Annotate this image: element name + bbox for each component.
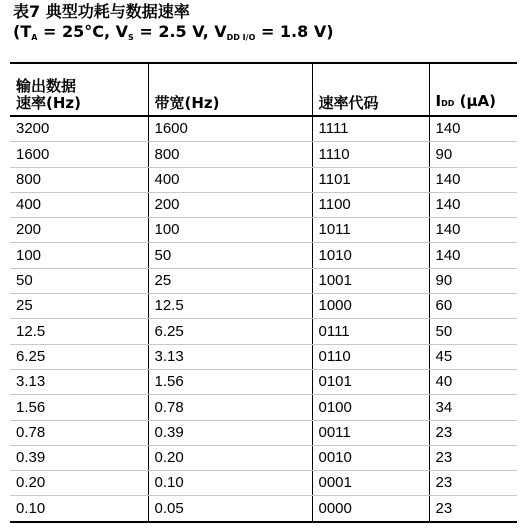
cell-bandwidth: 6.25 (148, 319, 312, 344)
cell-idd: 45 (429, 344, 517, 369)
cell-bandwidth: 1600 (148, 116, 312, 142)
cell-rate-code: 0110 (312, 344, 429, 369)
cell-bandwidth: 3.13 (148, 344, 312, 369)
cell-output-rate: 0.78 (10, 420, 148, 445)
cell-bandwidth: 800 (148, 142, 312, 167)
table-row (10, 243, 517, 268)
table-row (10, 496, 517, 522)
table-row (10, 471, 517, 496)
cell-idd: 140 (429, 116, 517, 142)
table-row (10, 294, 517, 319)
cell-bandwidth: 100 (148, 218, 312, 243)
cell-output-rate: 100 (10, 243, 148, 268)
table-row (10, 344, 517, 369)
cell-bandwidth: 200 (148, 192, 312, 217)
cell-bandwidth: 0.10 (148, 471, 312, 496)
header-idd-main: I (435, 92, 442, 110)
cell-rate-code: 1001 (312, 268, 429, 293)
cell-idd: 90 (429, 142, 517, 167)
cell-idd: 140 (429, 167, 517, 192)
header-output-rate-line1: 输出数据 (16, 77, 77, 95)
header-output-rate (10, 63, 148, 116)
table-row (10, 142, 517, 167)
cell-output-rate: 0.39 (10, 445, 148, 470)
header-idd-unit: (μA) (454, 92, 496, 110)
table-row (10, 445, 517, 470)
cell-output-rate: 0.20 (10, 471, 148, 496)
cell-output-rate: 1600 (10, 142, 148, 167)
cell-rate-code: 1111 (312, 116, 429, 142)
table-row (10, 192, 517, 217)
table-title-line1: 表7 典型功耗与数据速率 (13, 2, 190, 21)
table-row (10, 218, 517, 243)
table-row (10, 319, 517, 344)
cell-output-rate: 50 (10, 268, 148, 293)
conditions-temp: = 25°C, V (37, 22, 129, 41)
table-row (10, 420, 517, 445)
cell-idd: 140 (429, 218, 517, 243)
header-output-rate-line2: 速率(Hz) (16, 94, 81, 112)
cell-idd: 23 (429, 496, 517, 522)
cell-bandwidth: 400 (148, 167, 312, 192)
cell-idd: 90 (429, 268, 517, 293)
header-bandwidth: 带宽(Hz) (148, 63, 312, 116)
cell-idd: 34 (429, 395, 517, 420)
cell-rate-code: 1010 (312, 243, 429, 268)
conditions-vs: = 2.5 V, V (133, 22, 227, 41)
cell-output-rate: 3200 (10, 116, 148, 142)
cell-bandwidth: 0.20 (148, 445, 312, 470)
header-idd-sub: DD (441, 99, 455, 108)
cell-idd: 40 (429, 369, 517, 394)
cell-rate-code: 1110 (312, 142, 429, 167)
cell-rate-code: 0111 (312, 319, 429, 344)
cell-bandwidth: 1.56 (148, 369, 312, 394)
cell-output-rate: 3.13 (10, 369, 148, 394)
power-data-rate-table (10, 62, 517, 523)
cell-idd: 50 (429, 319, 517, 344)
conditions-vdd: = 1.8 V) (255, 22, 334, 41)
cell-output-rate: 200 (10, 218, 148, 243)
cell-rate-code: 0000 (312, 496, 429, 522)
vs-subscript: S (128, 33, 134, 42)
cell-bandwidth: 12.5 (148, 294, 312, 319)
table-row (10, 268, 517, 293)
conditions-open: (T (13, 22, 32, 41)
cell-rate-code: 0001 (312, 471, 429, 496)
table-row (10, 167, 517, 192)
cell-bandwidth: 0.78 (148, 395, 312, 420)
cell-bandwidth: 25 (148, 268, 312, 293)
cell-rate-code: 0101 (312, 369, 429, 394)
cell-idd: 23 (429, 420, 517, 445)
cell-rate-code: 1011 (312, 218, 429, 243)
cell-idd: 140 (429, 243, 517, 268)
cell-rate-code: 0011 (312, 420, 429, 445)
cell-idd: 23 (429, 471, 517, 496)
table-body (10, 116, 517, 522)
cell-rate-code: 0100 (312, 395, 429, 420)
cell-output-rate: 0.10 (10, 496, 148, 522)
table-header-row (10, 63, 517, 116)
cell-output-rate: 6.25 (10, 344, 148, 369)
cell-output-rate: 400 (10, 192, 148, 217)
table-title (13, 2, 334, 42)
table-row (10, 395, 517, 420)
cell-output-rate: 25 (10, 294, 148, 319)
cell-bandwidth: 50 (148, 243, 312, 268)
cell-idd: 23 (429, 445, 517, 470)
cell-output-rate: 12.5 (10, 319, 148, 344)
header-idd (429, 63, 517, 116)
vdd-subscript: DD I/O (226, 33, 256, 42)
cell-rate-code: 1101 (312, 167, 429, 192)
cell-rate-code: 1100 (312, 192, 429, 217)
cell-idd: 60 (429, 294, 517, 319)
cell-rate-code: 1000 (312, 294, 429, 319)
ta-subscript: A (31, 33, 38, 42)
cell-output-rate: 800 (10, 167, 148, 192)
cell-bandwidth: 0.39 (148, 420, 312, 445)
header-rate-code: 速率代码 (312, 63, 429, 116)
table-row (10, 116, 517, 142)
cell-rate-code: 0010 (312, 445, 429, 470)
cell-idd: 140 (429, 192, 517, 217)
cell-bandwidth: 0.05 (148, 496, 312, 522)
table-conditions (13, 22, 334, 42)
cell-output-rate: 1.56 (10, 395, 148, 420)
table-row (10, 369, 517, 394)
